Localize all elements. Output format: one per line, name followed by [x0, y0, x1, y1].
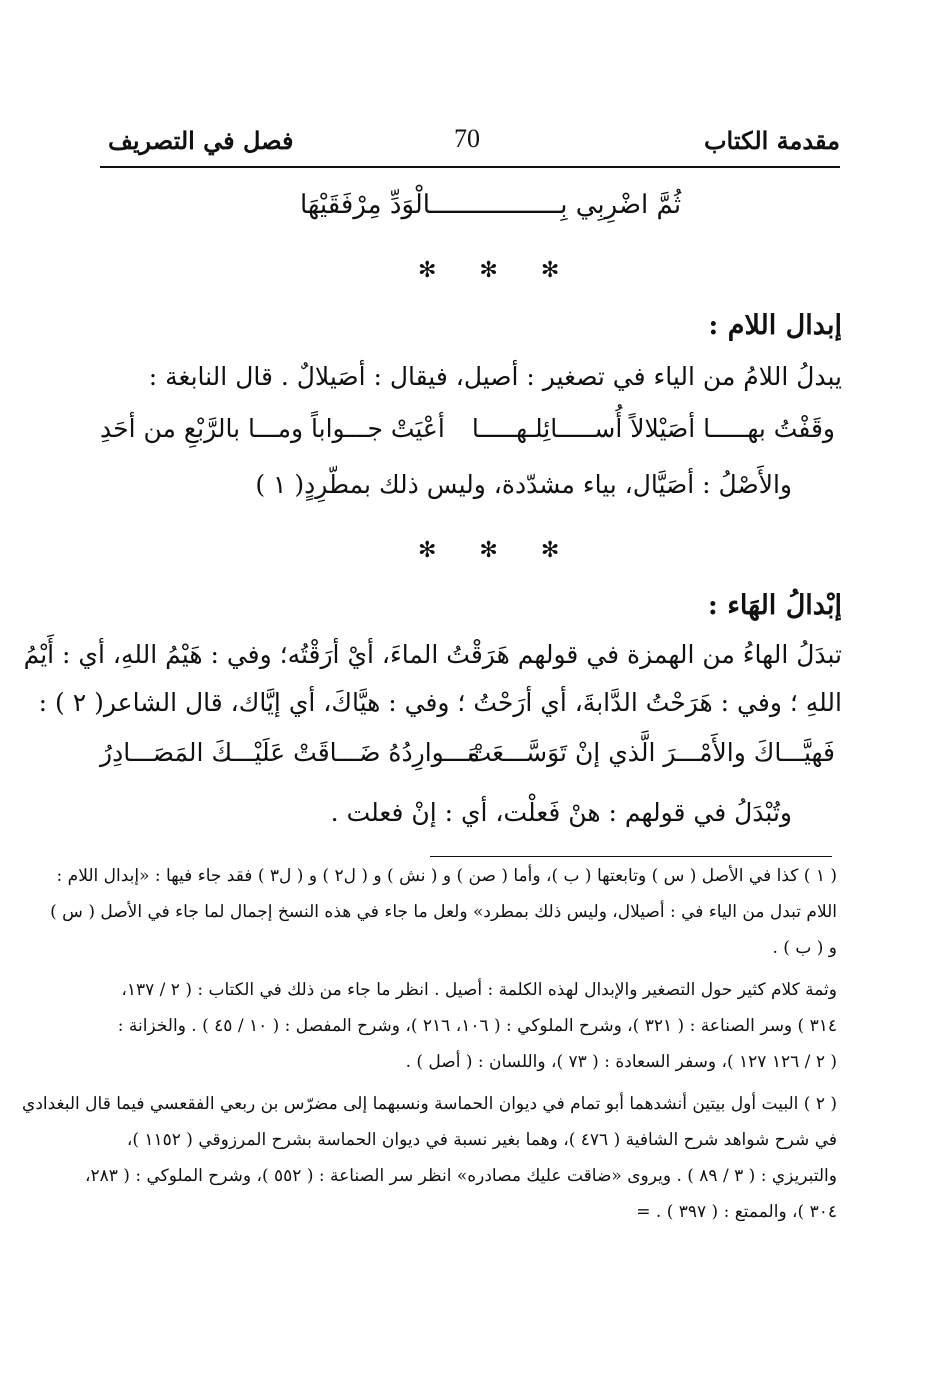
section-title: فصل في التصريف — [108, 126, 294, 155]
footnote-line: والتبريزي : ( ٣ / ٨٩ ) . ويروى «ضاقت عليك مصادره» انظر سر الصناعة : ( ٥٥٢ )، وشرح الملوكي : ( ٢٨٣، — [84, 1166, 837, 1186]
chapter-title: مقدمة الكتاب — [703, 126, 840, 155]
separator-stars: ✻ ✻ ✻ — [418, 538, 578, 563]
page-number: 70 — [454, 124, 480, 153]
separator-stars: ✻ ✻ ✻ — [418, 258, 578, 283]
top-verse: ثُمَّ اضْرِبِي بِـــــــــــــــــالْوَدِّ مِرْفَقَيْهَا — [300, 190, 682, 220]
page-header — [100, 118, 840, 168]
footnote-line: اللام تبدل من الياء في : أصيلال، وليس ذلك بمطرد» ولعل ما جاء في هذه النسخ إجمال لما جاء في الأصل ( س ) — [50, 902, 837, 922]
footnote-line: ( ٢ / ١٢٦ ١٢٧ )، وسفر السعادة : ( ٧٣ )، واللسان : ( أصل ) . — [405, 1052, 837, 1072]
footnote-line: ٣١٤ ) وسر الصناعة : ( ٣٢١ )، وشرح الملوكي : ( ١٠٦، ٢١٦ )، وشرح المفصل : ( ١٠ / ٤٥ ) . والخزانة : — [117, 1016, 837, 1036]
footnote-line: ٣٠٤ )، والممتع : ( ٣٩٧ ) . = — [636, 1202, 837, 1222]
poetry-verse — [100, 738, 835, 778]
heading-ibdal-al-haa: إبْدالُ الهَاء : — [707, 590, 842, 621]
footnote-line: وثمة كلام كثير حول التصغير والإبدال لهذه الكلمة : أصيل . انظر ما جاء من ذلك في الكتاب : ( ٢ / ١٣٧، — [121, 980, 837, 1000]
verse-hemistich-second: مَـــوارِدُهُ ضَـــاقَتْ عَلَيْـــكَ المَصَـــادِرُ — [100, 738, 480, 767]
paragraph-line: وتُبْدَلُ في قولهم : هنْ فَعلْت، أي : إنْ فعلت . — [330, 798, 792, 827]
footnote-line: ( ٢ ) البيت أول بيتين أنشدهما أبو تمام في ديوان الحماسة ونسبهما إلى مضرّس بن ربعي الفقعسي فيما قال البغدادي — [22, 1094, 837, 1114]
poetry-verse — [100, 414, 835, 454]
footnote-line: و ( ب ) . — [772, 938, 837, 958]
footnote-rule — [430, 856, 832, 857]
footnote-line: ( ١ ) كذا في الأصل ( س ) وتابعتها ( ب )، وأما ( صن ) و ( نش ) و ( ل٢ ) و ( ل٣ ) فقد جاء فيها : «إبدال اللام : — [56, 866, 837, 886]
heading-ibdal-al-lam: إبدال اللام : — [708, 310, 842, 341]
verse-hemistich-first: فَهيَّـــاكَ والأَمْـــرَ الَّذي إنْ تَوَسَّـــعَتْ — [467, 738, 835, 767]
header-rule — [100, 166, 840, 168]
footnote-line: في شرح شواهد شرح الشافية ( ٤٧٦ )، وهما بغير نسبة في ديوان الحماسة بشرح المرزوقي ( ١١٥٢ )، — [126, 1130, 837, 1150]
paragraph-line: يبدلُ اللامُ من الياء في تصغير : أصيل، فيقال : أصَيلالٌ . قال النابغة : — [148, 362, 842, 391]
verse-hemistich-second: أعْيَتْ جـــواباً ومـــا بالرَّبْعِ من أحَدِ — [100, 414, 445, 443]
verse-hemistich-first: وقَفْتُ بهـــــا أصَيْلالاً أُســـــائِلـهـــــا — [471, 414, 835, 443]
paragraph-line: اللهِ ؛ وفي : هَرَحْتُ الدَّابةَ، أي أرَحْتُ ؛ وفي : هيَّاكَ، أي إيَّاك، قال الشاعر( ٢ ) : — [38, 688, 842, 717]
paragraph-line: تبدَلُ الهاءُ من الهمزة في قولهم هَرَقْتُ الماءَ، أيْ أرَقْتُه؛ وفي : هَيْمُ اللهِ، أي : أَيْمُ — [23, 640, 842, 669]
paragraph-line: والأَصْلُ : أصَيَّال، بياء مشدّدة، وليس ذلك بمطّرِدٍ( ١ ) — [255, 470, 792, 499]
